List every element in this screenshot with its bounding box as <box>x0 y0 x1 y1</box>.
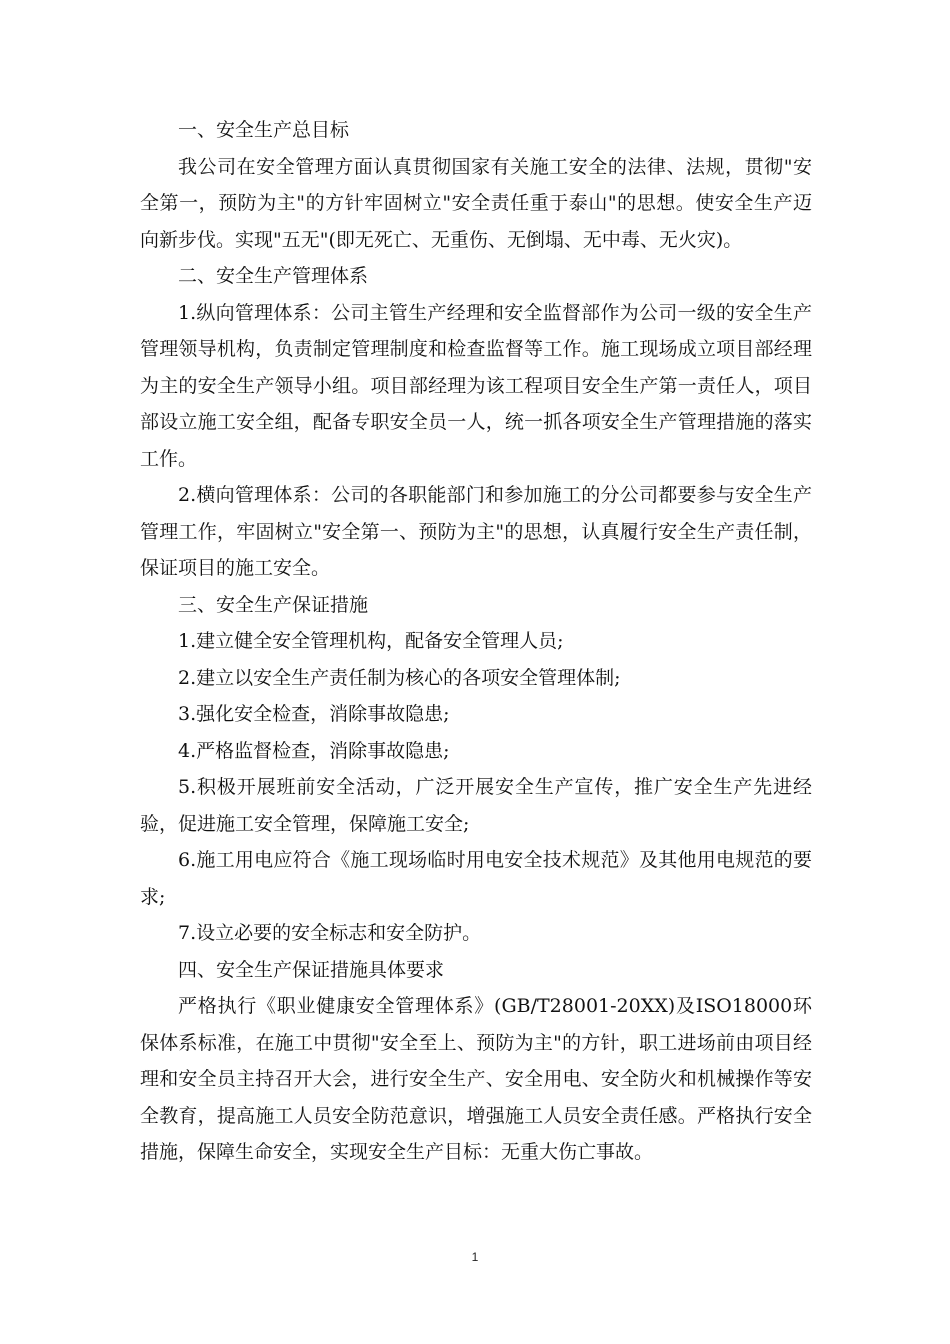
page-number: 1 <box>471 1250 479 1264</box>
section-heading-4: 四、安全生产保证措施具体要求 <box>178 958 445 981</box>
list-item: 6.施工用电应符合《施工现场临时用电安全技术规范》及其他用电规范的要求; <box>140 849 812 908</box>
paragraph-vertical-management: 1.纵向管理体系：公司主管生产经理和安全监督部作为公司一级的安全生产管理领导机构，负责制定管理制度和检查监督等工作。施工现场成立项目部经理为主的安全生产领导小组。项目部经理为该工程项目安全生产第一责任人，项目部设立施工安全组，配备专职安全员一人，统一抓各项安全生产管理措施的落实工作。 <box>140 301 812 470</box>
section-heading-1: 一、安全生产总目标 <box>178 119 350 141</box>
list-item: 5.积极开展班前安全活动，广泛开展安全生产宣传，推广安全生产先进经验，促进施工安全管理，保障施工安全; <box>140 776 812 835</box>
section-heading-3: 三、安全生产保证措施 <box>178 593 369 616</box>
list-item: 3.强化安全检查，消除事故隐患; <box>178 703 450 725</box>
paragraph-horizontal-management: 2.横向管理体系：公司的各职能部门和参加施工的分公司都要参与安全生产管理工作，牢固树立"安全第一、预防为主"的思想，认真履行安全生产责任制，保证项目的施工安全。 <box>140 484 812 579</box>
list-item: 2.建立以安全生产责任制为核心的各项安全管理体制; <box>178 666 621 689</box>
document-body <box>140 112 812 1171</box>
list-item: 7.设立必要的安全标志和安全防护。 <box>178 922 482 944</box>
paragraph-specific-requirements: 严格执行《职业健康安全管理体系》(GB/T28001-20XX)及ISO18000环保体系标准，在施工中贯彻"安全至上、预防为主"的方针，职工进场前由项目经理和安全员主持召开大会，进行安全生产、安全用电、安全防火和机械操作等安全教育，提高施工人员安全防范意识，增强施工人员安全责任感。严格执行安全措施，保障生命安全，实现安全生产目标：无重大伤亡事故。 <box>140 995 812 1163</box>
list-item: 4.严格监督检查，消除事故隐患; <box>178 739 450 762</box>
section-heading-2: 二、安全生产管理体系 <box>178 265 369 287</box>
paragraph-safety-goal: 我公司在安全管理方面认真贯彻国家有关施工安全的法律、法规，贯彻"安全第一，预防为主"的方针牢固树立"安全责任重于泰山"的思想。使安全生产迈向新步伐。实现"五无"(即无死亡、无重伤、无倒塌、无中毒、无火灾)。 <box>140 155 812 251</box>
list-item: 1.建立健全安全管理机构，配备安全管理人员; <box>178 630 564 652</box>
